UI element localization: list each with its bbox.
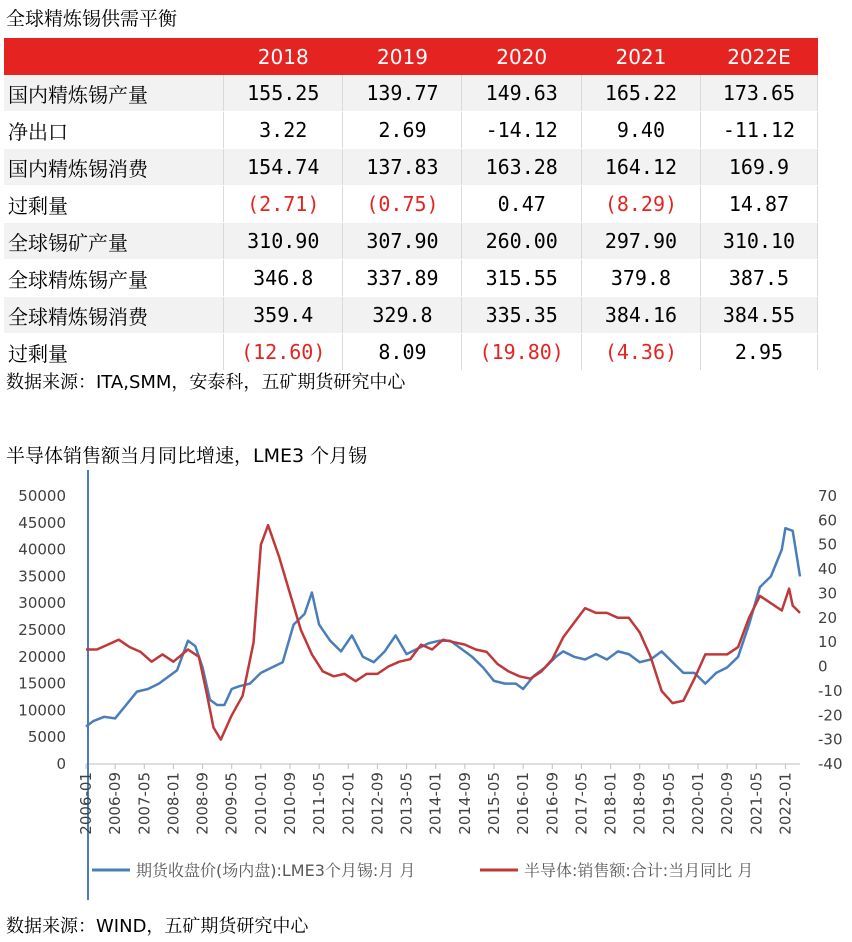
x-tick-label: 2016-01: [514, 772, 533, 835]
header-cell: 2019: [343, 38, 462, 75]
table-cell: 9.40: [581, 112, 700, 149]
table-cell: (12.60): [223, 334, 343, 371]
x-tick-label: 2006-09: [106, 772, 125, 835]
y-right-tick-label: 50: [818, 535, 838, 554]
table-body: [4, 75, 818, 371]
y-right-tick-label: -30: [818, 730, 843, 749]
table-header-row: [4, 38, 818, 75]
y-left-tick-label: 20000: [18, 647, 66, 666]
table-cell: 155.25: [223, 75, 343, 112]
x-tick-label: 2014-09: [455, 772, 474, 835]
table-cell: 2.95: [700, 334, 817, 371]
table-cell: 137.83: [343, 149, 462, 186]
table-cell: 8.09: [343, 334, 462, 371]
x-tick-label: 2007-05: [135, 772, 154, 835]
row-label: 全球精炼锡产量: [4, 260, 223, 297]
x-tick-label: 2016-09: [543, 772, 562, 835]
table-cell: -14.12: [462, 112, 582, 149]
table-cell: (0.75): [343, 186, 462, 223]
supply-demand-table: [4, 38, 818, 371]
table-cell: 149.63: [462, 75, 582, 112]
x-tick-label: 2014-01: [426, 772, 445, 835]
chart-source: 数据来源：WIND，五矿期货研究中心: [6, 916, 309, 937]
table-cell: 387.5: [700, 260, 817, 297]
x-tick-label: 2017-05: [572, 772, 591, 835]
y-right-tick-label: -20: [818, 706, 843, 725]
y-right-tick-label: 0: [818, 657, 828, 676]
y-left-tick-label: 15000: [18, 674, 66, 693]
table-cell: 14.87: [700, 186, 817, 223]
table-cell: 384.16: [581, 297, 700, 334]
y-right-tick-label: 40: [818, 560, 838, 579]
y-right-tick-label: 60: [818, 511, 838, 530]
table-cell: 2.69: [343, 112, 462, 149]
table-cell: -11.12: [700, 112, 817, 149]
table-cell: 3.22: [223, 112, 343, 149]
table-cell: 169.9: [700, 149, 817, 186]
table-cell: (2.71): [223, 186, 343, 223]
row-label: 国内精炼锡产量: [4, 75, 223, 112]
table-cell: 384.55: [700, 297, 817, 334]
table-row: [4, 149, 818, 186]
table-cell: 139.77: [343, 75, 462, 112]
table-cell: 346.8: [223, 260, 343, 297]
x-tick-label: 2009-05: [222, 772, 241, 835]
row-label: 全球精炼锡消费: [4, 297, 223, 334]
x-tick-label: 2019-05: [659, 772, 678, 835]
x-tick-label: 2015-05: [485, 772, 503, 835]
table-row: [4, 297, 818, 334]
header-cell: 2022E: [700, 38, 817, 75]
table-row: [4, 334, 818, 371]
table-title: 全球精炼锡供需平衡: [6, 8, 178, 30]
semiconductor-yoy-line: [86, 525, 800, 739]
table-cell: (8.29): [581, 186, 700, 223]
table-cell: 163.28: [462, 149, 582, 186]
y-left-tick-label: 40000: [18, 540, 66, 559]
table-cell: 297.90: [581, 223, 700, 260]
x-tick-label: 2008-09: [193, 772, 212, 835]
y-left-tick-label: 35000: [18, 567, 66, 586]
table-cell: 359.4: [223, 297, 343, 334]
table-cell: 335.35: [462, 297, 582, 334]
y-left-tick-label: 30000: [18, 594, 66, 613]
table-cell: (4.36): [581, 334, 700, 371]
x-tick-label: 2010-01: [251, 772, 270, 835]
x-tick-label: 2010-09: [281, 772, 299, 835]
table-cell: 307.90: [343, 223, 462, 260]
table-row: [4, 260, 818, 297]
x-tick-label: 2018-09: [630, 772, 649, 835]
table-source: 数据来源：ITA,SMM，安泰科，五矿期货研究中心: [6, 372, 406, 393]
legend-label-semi: 半导体:销售额:合计:当月同比 月: [524, 861, 754, 880]
x-tick-label: 2020-01: [689, 772, 707, 835]
table-cell: 310.90: [223, 223, 343, 260]
x-tick-label: 2020-09: [718, 772, 737, 835]
table-cell: 315.55: [462, 260, 582, 297]
table-cell: 0.47: [462, 186, 582, 223]
row-label: 国内精炼锡消费: [4, 149, 223, 186]
y-left-tick-label: 45000: [18, 513, 66, 532]
y-right-tick-label: 20: [818, 608, 838, 627]
y-right-tick-label: -40: [818, 755, 843, 773]
table-cell: 310.10: [700, 223, 817, 260]
x-tick-label: 2012-01: [339, 772, 358, 835]
table-cell: 329.8: [343, 297, 462, 334]
x-tick-label: 2006-01: [77, 772, 95, 835]
x-tick-label: 2018-01: [601, 772, 620, 835]
table-row: [4, 75, 818, 112]
y-right-tick-label: 10: [818, 633, 838, 652]
table-cell: 164.12: [581, 149, 700, 186]
tin-price-line: [86, 528, 800, 726]
x-tick-label: 2021-05: [747, 772, 766, 835]
y-left-tick-label: 25000: [18, 621, 66, 639]
table-cell: 337.89: [343, 260, 462, 297]
row-label: 净出口: [4, 112, 223, 149]
header-cell: 2021: [581, 38, 700, 75]
y-right-tick-label: 70: [818, 487, 838, 505]
table-cell: 154.74: [223, 149, 343, 186]
table-cell: 165.22: [581, 75, 700, 112]
table-cell: 173.65: [700, 75, 817, 112]
x-tick-label: 2011-05: [310, 772, 329, 835]
y-left-tick-label: 0: [56, 755, 66, 773]
table-row: [4, 112, 818, 149]
legend-label-tin: 期货收盘价(场内盘):LME3个月锡:月 月: [136, 861, 416, 880]
header-cell: 2020: [462, 38, 582, 75]
table-cell: 379.8: [581, 260, 700, 297]
chart-title: 半导体销售额当月同比增速，LME3 个月锡: [6, 445, 368, 467]
y-left-tick-label: 10000: [18, 701, 66, 720]
header-cell: 2018: [223, 38, 343, 75]
y-left-tick-label: 5000: [27, 728, 66, 747]
table-row: [4, 223, 818, 260]
x-tick-label: 2013-05: [397, 772, 416, 835]
header-cell: [4, 38, 223, 75]
line-chart: [0, 470, 852, 910]
table-row: [4, 186, 818, 223]
row-label: 过剩量: [4, 334, 223, 371]
table-cell: 260.00: [462, 223, 582, 260]
y-right-tick-label: 30: [818, 584, 838, 603]
x-tick-label: 2008-01: [164, 772, 183, 835]
table-cell: (19.80): [462, 334, 582, 371]
row-label: 过剩量: [4, 186, 223, 223]
y-left-tick-label: 50000: [18, 487, 66, 505]
x-tick-label: 2022-01: [776, 772, 795, 835]
y-right-tick-label: -10: [818, 681, 843, 700]
x-tick-label: 2012-09: [368, 772, 387, 835]
row-label: 全球锡矿产量: [4, 223, 223, 260]
